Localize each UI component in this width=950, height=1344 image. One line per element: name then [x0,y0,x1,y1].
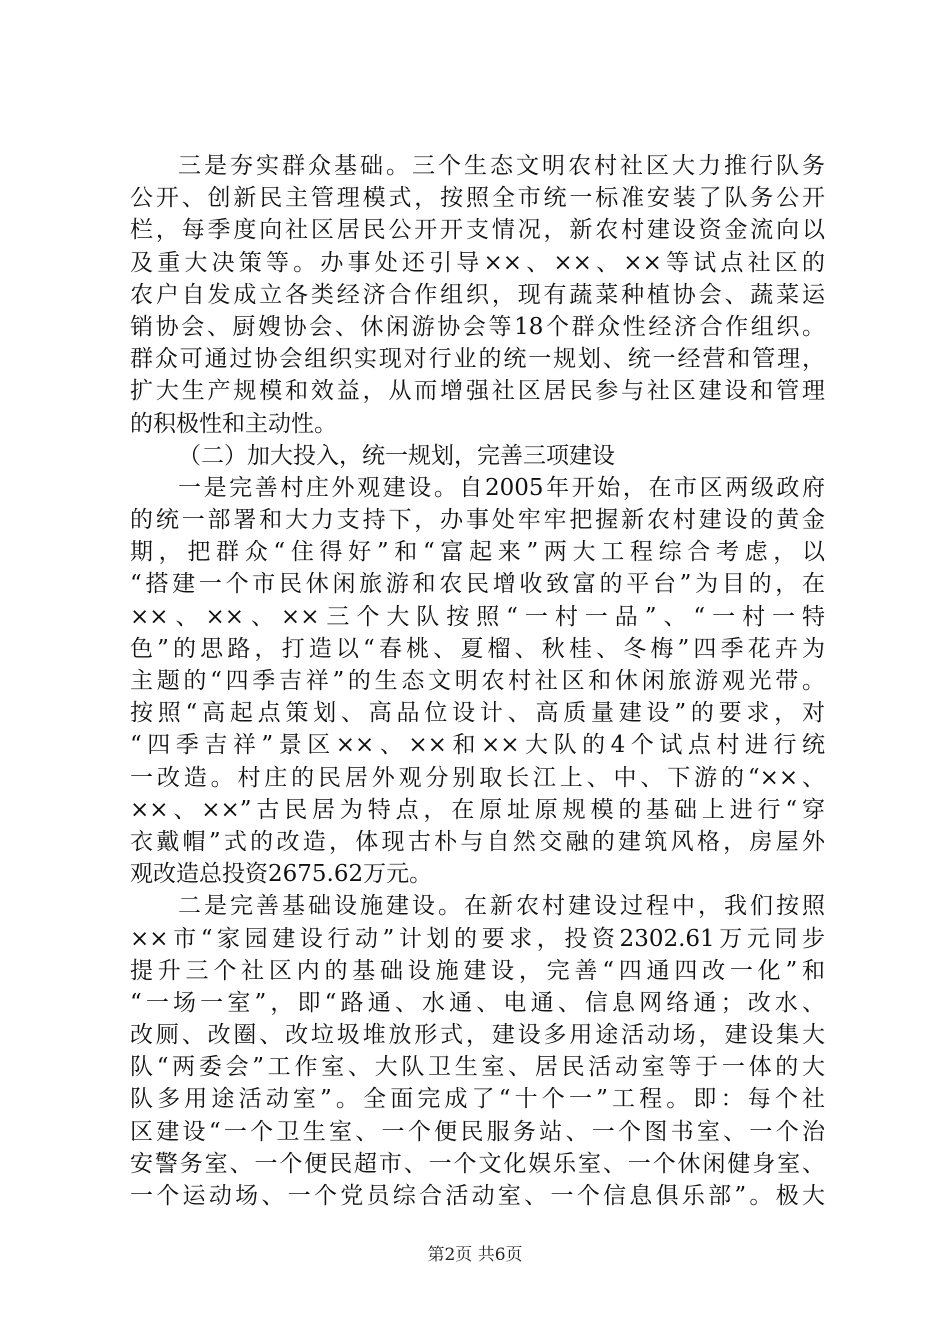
paragraph-line: “一场一室”，即“路通、水通、电通、信息网络通；改水、 [130,989,825,1016]
paragraph-line: 及重大决策等。办事处还引导××、××、××等试点社区的 [130,249,825,276]
paragraph-line: “四季吉祥”景区××、××和××大队的4个试点村进行统 [130,732,825,759]
paragraph-line: 群众可通过协会组织实现对行业的统一规划、统一经营和管理， [130,346,825,373]
paragraph-line: ××、××”古民居为特点，在原址原规模的基础上进行“穿 [130,796,825,823]
paragraph-line: 一是完善村庄外观建设。自2005年开始，在市区两级政府 [178,474,825,501]
paragraph-line: 一改造。村庄的民居外观分别取长江上、中、下游的“××、 [130,764,825,791]
paragraph-line: 的统一部署和大力支持下，办事处牢牢把握新农村建设的黄金 [130,507,825,534]
paragraph-line: 观改造总投资2675.62万元。 [130,861,433,888]
paragraph-line: 销协会、厨嫂协会、休闲游协会等18个群众性经济合作组织。 [130,313,825,340]
paragraph-line: 安警务室、一个便民超市、一个文化娱乐室、一个休闲健身室、 [130,1150,825,1177]
paragraph-line: 二是完善基础设施建设。在新农村建设过程中，我们按照 [178,893,825,920]
paragraph-line: 衣戴帽”式的改造，体现古朴与自然交融的建筑风格，房屋外 [130,828,825,855]
paragraph-line: 按照“高起点策划、高品位设计、高质量建设”的要求，对 [130,700,825,727]
paragraph-line: 主题的“四季吉祥”的生态文明农村社区和休闲旅游观光带。 [130,668,825,694]
paragraph-line: 队“两委会”工作室、大队卫生室、居民活动室等于一体的大 [130,1054,825,1081]
paragraph-line: 三是夯实群众基础。三个生态文明农村社区大力推行队务 [178,153,825,179]
paragraph-line: 栏，每季度向社区居民公开开支情况，新农村建设资金流向以 [130,217,825,244]
page-number: 第2页 共6页 [427,1245,523,1265]
paragraph-line: 提升三个社区内的基础设施建设，完善“四通四改一化”和 [130,957,825,984]
paragraph-line: 色”的思路，打造以“春桃、夏榴、秋桂、冬梅”四季花卉为 [130,635,825,662]
paragraph-line: 期，把群众“住得好”和“富起来”两大工程综合考虑，以 [130,539,825,566]
section-heading: （二）加大投入，统一规划，完善三项建设 [178,442,615,469]
paragraph-line: 区建设“一个卫生室、一个便民服务站、一个图书室、一个治 [130,1118,825,1145]
paragraph-line: ××、××、××三个大队按照“一村一品”、“一村一特 [130,603,825,630]
paragraph-line: 的积极性和主动性。 [130,410,337,437]
paragraph-line: 改厕、改圈、改垃圾堆放形式，建设多用途活动场，建设集大 [130,1022,825,1049]
paragraph-line: 公开、创新民主管理模式，按照全市统一标准安装了队务公开 [130,185,825,212]
paragraph-line: 一个运动场、一个党员综合活动室、一个信息俱乐部”。极大 [130,1183,825,1209]
document-body [130,150,825,1212]
paragraph-line: 队多用途活动室”。全面完成了“十个一”工程。即：每个社 [130,1086,825,1113]
paragraph-line: 扩大生产规模和效益，从而增强社区居民参与社区建设和管理 [130,378,825,405]
paragraph-line: “搭建一个市民休闲旅游和农民增收致富的平台”为目的，在 [130,571,825,598]
paragraph-line: ××市“家园建设行动”计划的要求，投资2302.61万元同步 [130,925,825,952]
paragraph-line: 农户自发成立各类经济合作组织，现有蔬菜种植协会、蔬菜运 [130,281,825,308]
